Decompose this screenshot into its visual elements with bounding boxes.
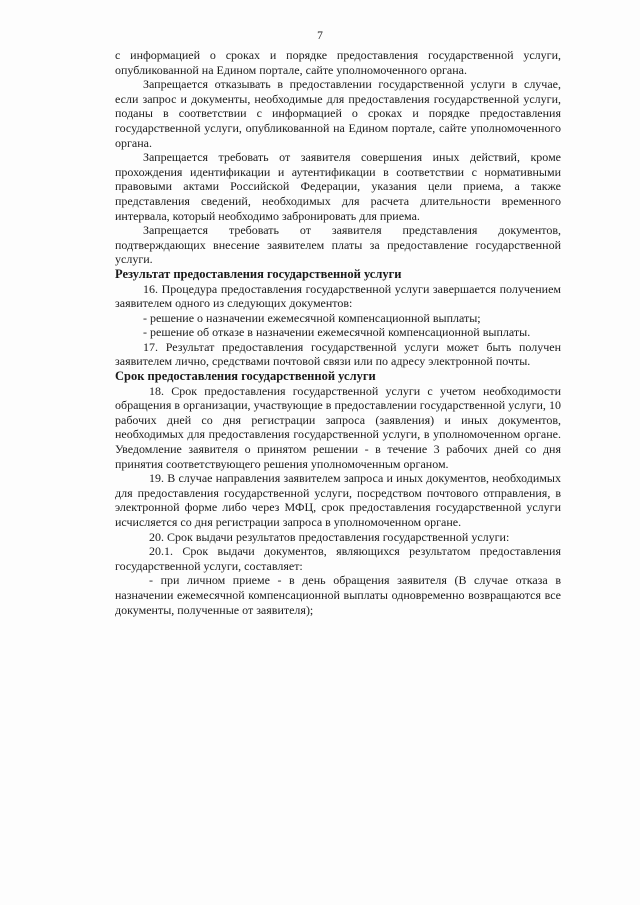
paragraph-20: 20. Срок выдачи результатов предоставления государственной услуги: — [149, 529, 510, 544]
paragraph-18: 18. Срок предоставления государственной услуги с учетом необходимости обращения в организации, участвующие в предоставлении государственной услуги, 10 рабочих дней со дня регистрации запроса (заявления) и иных документов, необходимых для предоставления государственной услуги, в уполномоченном органе. Уведомление заявителя о принятом решении - в течение 3 рабочих дней со дня принятия соответствующего решения уполномоченным органом. — [115, 383, 561, 471]
paragraph-refusal-prohibited: Запрещается отказывать в предоставлении государственной услуги в случае, если запрос и документы, необходимые для предоставления государственной услуги, поданы в соответствии с информацией о сроках и порядке предоставления государственной услуги, опубликованной на Едином портале, сайте уполномоченного органа. — [115, 77, 561, 150]
paragraph-16: 16. Процедура предоставления государственной услуги завершается получением заявителем одного из следующих документов: — [115, 281, 561, 311]
list-item-decision-refusal: - решение об отказе в назначении ежемесячной компенсационной выплаты. — [143, 325, 531, 340]
paragraph-17: 17. Результат предоставления государственной услуги может быть получен заявителем лично, средствами почтовой связи или по адресу электронной почты. — [115, 339, 561, 369]
list-item-decision-grant: - решение о назначении ежемесячной компенсационной выплаты; — [143, 310, 481, 325]
paragraph-continuation: с информацией о сроках и порядке предоставления государственной услуги, опубликованной на Едином портале, сайте уполномоченного органа. — [115, 48, 561, 77]
heading-result: Результат предоставления государственной услуги — [115, 266, 402, 281]
page-number: 7 — [317, 30, 323, 42]
paragraph-payment-docs-prohibited: Запрещается требовать от заявителя представления документов, подтверждающих внесение заявителем платы за предоставление государственной услуги. — [115, 223, 561, 267]
paragraph-20-1: 20.1. Срок выдачи документов, являющихся результатом предоставления государственной услуги, составляет: — [115, 544, 561, 573]
heading-term: Срок предоставления государственной услуги — [115, 369, 376, 384]
paragraph-actions-prohibited: Запрещается требовать от заявителя совершения иных действий, кроме прохождения идентификации и аутентификации в соответствии с нормативными правовыми актами Российской Федерации, указания цели приема, а также представления сведений, необходимых для расчета длительности временного интервала, который необходимо забронировать для приема. — [115, 150, 561, 223]
paragraph-19: 19. В случае направления заявителем запроса и иных документов, необходимых для предоставления государственной услуги, посредством почтового отправления, в электронной форме либо через МФЦ, срок предоставления государственной услуги исчисляется со дня регистрации запроса в уполномоченном органе. — [115, 471, 561, 529]
list-item-personal-reception: - при личном приеме - в день обращения заявителя (В случае отказа в назначении ежемесячной компенсационной выплаты одновременно возвращаются все документы, полученные от заявителя); — [115, 573, 561, 617]
document-body — [115, 48, 561, 617]
